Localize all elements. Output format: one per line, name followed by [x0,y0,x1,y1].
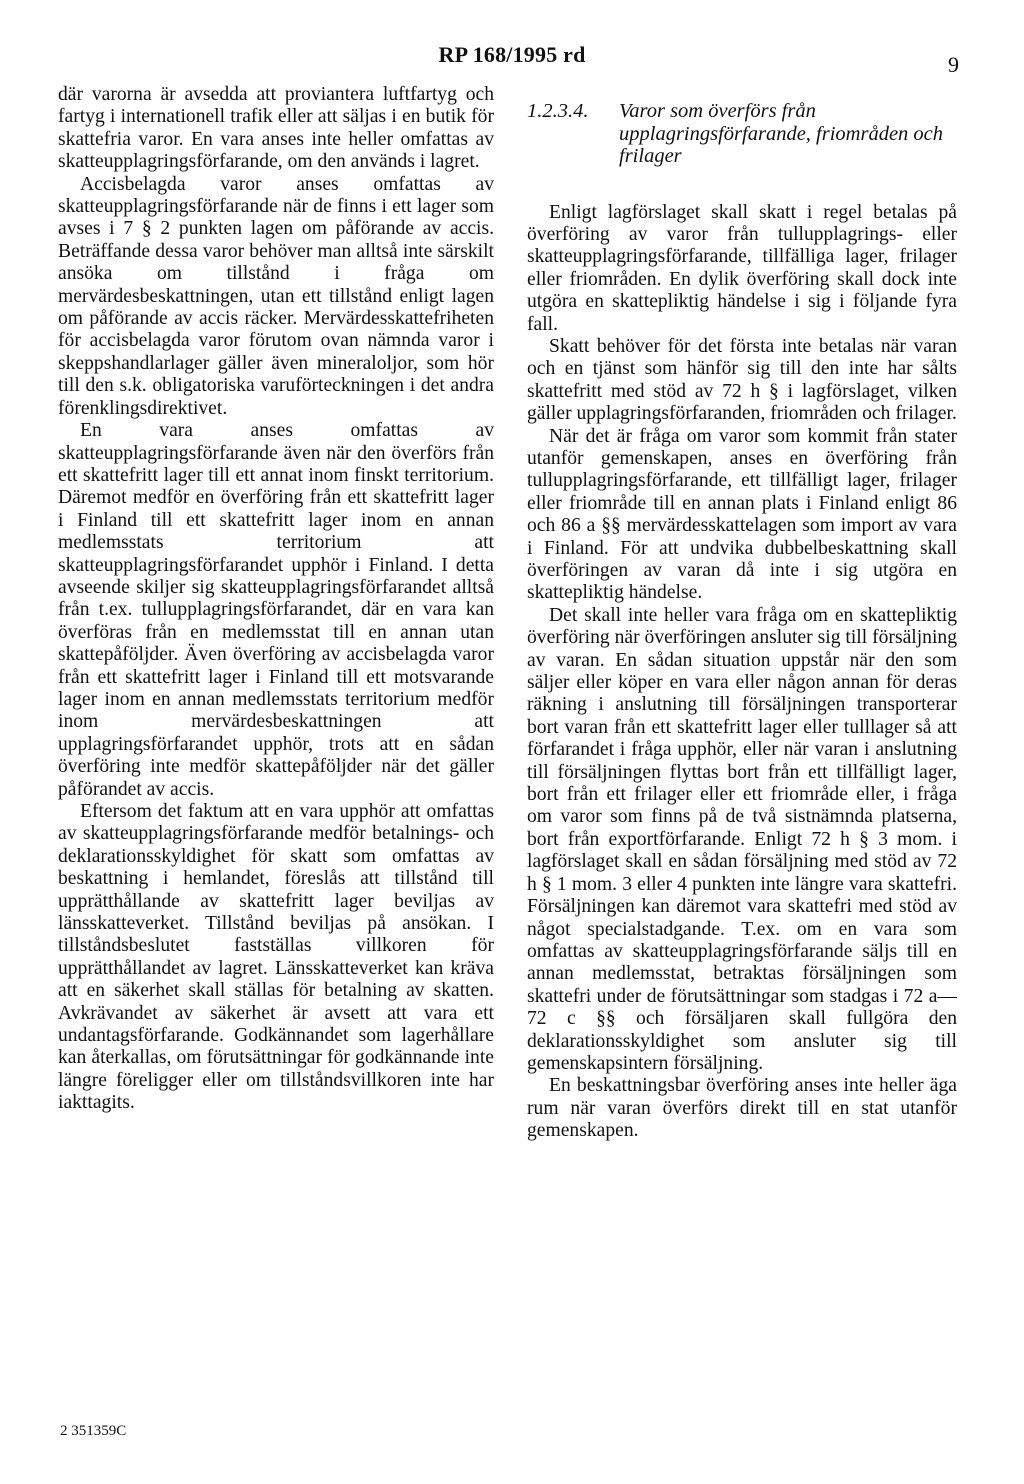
right-paragraph-3: När det är fråga om varor som kommit från stater utanför gemenskapen, anses en överföring från tullupplagringsförfarande, ett tillfälligt lager, frilager eller friområde till en annan plats i Finland enligt 86 och 86 a §§ mervärdesskattelagen som import av vara i Finland. För att undvika dubbelbeskattning skall överföringen av varan då inte i sig utgöra en skattepliktig händelse. [527,425,957,604]
footer-code: 2 351359C [60,1423,127,1439]
left-paragraph-1: där varorna är avsedda att proviantera luftfartyg och fartyg i internationell trafik eller att säljas i en butik för skattefria varor. En vara anses inte heller omfattas av skatteupplagringsförfarande, om den används i lagret. [58,84,494,173]
right-paragraph-2: Skatt behöver för det första inte betalas när varan och en tjänst som hänför sig till den inte har sålts skattefritt med stöd av 72 h § i lagförslaget, vilken gäller upplagringsförfaranden, friområden och frilager. [527,335,957,425]
left-paragraph-2: Accisbelagda varor anses omfattas av skatteupplagringsförfarande när de finns i ett lager som avses i 7 § 2 punkten lagen om påförande av accis. Beträffande dessa varor behöver man alltså inte särskilt ansöka om tillstånd i fråga om mervärdesbeskattningen, utan ett tillstånd enligt lagen om påförande av accis räcker. Mervärdesskattefriheten för accisbelagda varor förutom ovan nämnda varor i skeppshandlarlager gäller även mineraloljor, som hör till den s.k. obligatoriska varuförteckningen i det andra förenklingsdirektivet. [58,173,494,419]
section-number: 1.2.3.4. [527,100,589,122]
page-number: 9 [948,52,959,77]
right-column [527,84,957,1143]
left-paragraph-4: Eftersom det faktum att en vara upphör att omfattas av skatteupplagringsförfarande medför betalnings- och deklarationsskyldighet för skatt som omfattas av beskattning i hemlandet, föreslås att tillstånd till upprätthållande av skattefritt lager beviljas av länsskatteverket. Tillstånd beviljas på ansökan. I tillståndsbeslutet fastställas villkoren för upprätthållandet av lagret. Länsskatteverket kan kräva att en säkerhet skall ställas för betalning av skatten. Avkrävandet av säkerhet är avsett att vara ett undantagsförfarande. Godkännandet som lagerhållare kan återkallas, om förutsättningar för godkännande inte längre föreligger eller om tillståndsvillkoren inte har iakttagits. [58,801,494,1114]
section-heading [527,100,957,168]
right-paragraph-4: Det skall inte heller vara fråga om en skattepliktig överföring när överföringen ansluter sig till försäljning av varan. En sådan situation uppstår när den som säljer eller köper en vara eller någon annan för deras räkning i anslutning till försäljningen transporterar bort varan från ett skattefritt lager eller tulllager så att förfarandet i fråga upphör, eller när varan i anslutning till försäljningen flyttas bort från ett tillfälligt lager, bort från ett frilager eller ett friområde eller, i fråga om varor som finns på de två sistnämnda platserna, bort från exportförfarande. Enligt 72 h § 3 mom. i lagförslaget skall en sådan försäljning med stöd av 72 h § 1 mom. 3 eller 4 punkten inte längre vara skattefri. Försäljningen kan däremot vara skattefri med stöd av något specialstadgande. T.ex. om en vara som omfattas av skatteupplagringsförfarande säljs till en annan medlemsstat, betraktas försäljningen som skattefri under de förutsättningar som stadgas i 72 a—72 c §§ och försäljaren skall fullgöra den deklarationsskyldighet som ansluter sig till gemenskapsintern försäljning. [527,604,957,1074]
left-column [58,84,494,1115]
right-paragraph-5: En beskattningsbar överföring anses inte heller äga rum när varan överförs direkt till en stat utanför gemenskapen. [527,1075,957,1142]
section-title: Varor som överförs från upplagringsförfarande, friområden och frilager [619,100,944,167]
left-paragraph-3: En vara anses omfattas av skatteupplagringsförfarande även när den överförs från ett skattefritt lager till ett annat inom finskt territorium. Däremot medför en överföring från ett skattefritt lager i Finland till ett skattefritt lager inom en annan medlemsstats territorium att skatteupplagringsförfarandet upphör i Finland. I detta avseende skiljer sig skatteupplagringsförfarandet alltså från t.ex. tullupplagringsförfarandet, där en vara kan överföras från en medlemsstat till en annan utan skattepåföljder. Även överföring av accisbelagda varor från ett skattefritt lager i Finland till ett motsvarande lager inom en annan medlemsstats territorium medför inom mervärdesbeskattningen att upplagringsförfarandet upphör, trots att en sådan överföring inte medför skattepåföljder när det gäller påförandet av accis. [58,420,494,800]
right-paragraph-1: Enligt lagförslaget skall skatt i regel betalas på överföring av varor från tullupplagrings- eller skatteupplagringsförfarande, tillfälliga lager, frilager eller friområden. En dylik överföring skall dock inte utgöra en skattepliktig händelse i sig i följande fyra fall. [527,201,957,335]
page-header-title: RP 168/1995 rd [438,42,586,67]
